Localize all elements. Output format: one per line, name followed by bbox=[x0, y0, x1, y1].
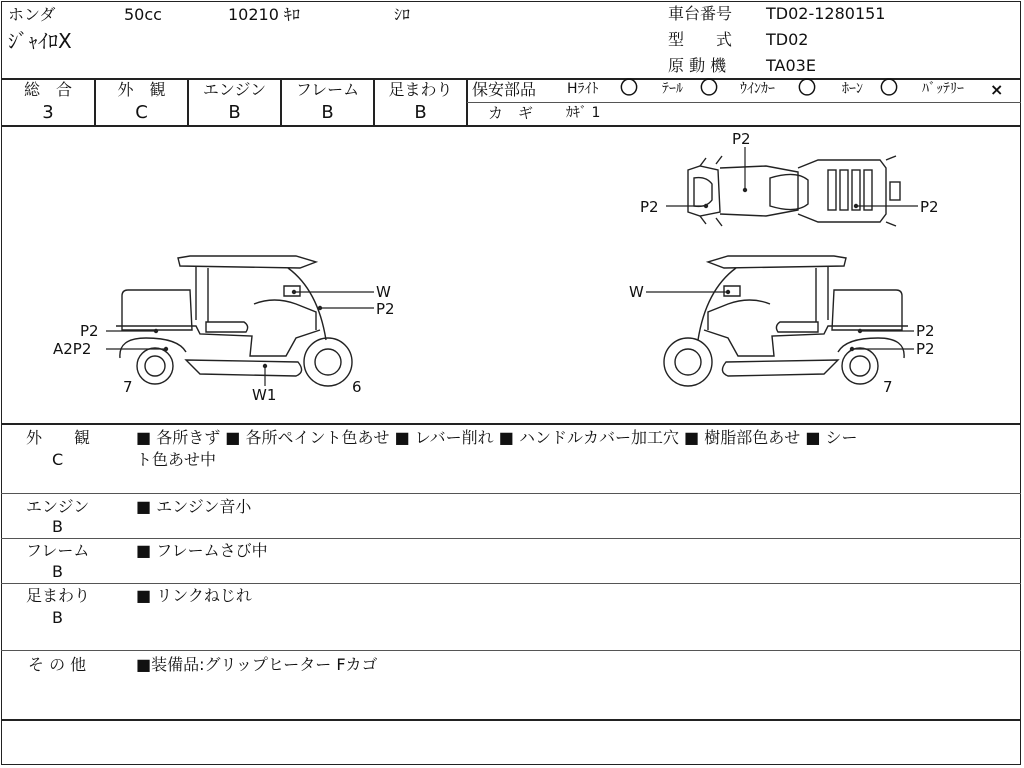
safety-title: 保安部品 bbox=[472, 80, 537, 99]
right-side-view-drawing bbox=[664, 256, 908, 386]
label-right-7: 7 bbox=[883, 378, 893, 396]
mileage: 10210 ｷﾛ bbox=[228, 5, 300, 24]
type-label: 型 式 bbox=[668, 30, 733, 49]
maker: ホンダ bbox=[8, 5, 56, 24]
marker-left-w bbox=[292, 290, 296, 294]
safety-item-tail: ﾃｰﾙ bbox=[662, 81, 683, 97]
grade-label-suspension: 足まわり bbox=[388, 80, 453, 99]
grade-value-overall: 3 bbox=[42, 102, 54, 123]
note-divider-2 bbox=[1, 538, 1021, 539]
note-divider-1 bbox=[1, 493, 1021, 494]
key-value: ｶｷﾞ 1 bbox=[566, 105, 601, 121]
note-grade-frame: B bbox=[52, 562, 63, 581]
engine-value: TA03E bbox=[766, 56, 816, 75]
note-text-exterior-1: ■ 各所きず ■ 各所ペイント色あせ ■ レバー削れ ■ ハンドルカバー加工穴 ■ 樹脂部色あせ ■ シー bbox=[136, 428, 858, 447]
model-name: ｼﾞｬｲﾛX bbox=[8, 29, 72, 53]
key-label: カ ギ bbox=[488, 104, 534, 122]
safety-mark-winker: 〇 bbox=[798, 78, 816, 99]
marker-left-a2p2 bbox=[164, 347, 168, 351]
safety-item-battery: ﾊﾞｯﾃﾘｰ bbox=[922, 81, 964, 97]
label-right-p2-a: P2 bbox=[916, 322, 935, 340]
marker-left-p2-a bbox=[318, 306, 322, 310]
label-left-p2-b: P2 bbox=[80, 322, 99, 340]
safety-mark-battery: × bbox=[990, 80, 1004, 99]
note-cat-engine: エンジン bbox=[26, 497, 90, 516]
safety-mark-headlight: 〇 bbox=[620, 78, 638, 99]
grade-value-exterior: C bbox=[135, 102, 148, 123]
grade-label-engine: エンジン bbox=[202, 80, 267, 99]
note-cat-exterior: 外 観 bbox=[26, 428, 91, 447]
left-side-view-drawing bbox=[116, 256, 352, 386]
note-text-suspension: ■ リンクねじれ bbox=[136, 586, 252, 605]
marker-right-w bbox=[726, 290, 730, 294]
label-top-p2-left: P2 bbox=[640, 198, 659, 216]
note-text-other: ■装備品:グリップヒーター Fカゴ bbox=[136, 655, 378, 674]
note-divider-4 bbox=[1, 650, 1021, 651]
marker-top-p2-right bbox=[854, 204, 858, 208]
condition-diagram bbox=[0, 126, 1024, 424]
safety-item-headlight: Hﾗｲﾄ bbox=[567, 81, 599, 97]
grade-label-exterior: 外 観 bbox=[117, 80, 166, 99]
notes-bottom bbox=[1, 719, 1021, 721]
displacement: 50cc bbox=[124, 5, 162, 24]
note-grade-engine: B bbox=[52, 517, 63, 536]
label-left-a2p2: A2P2 bbox=[53, 340, 92, 358]
marker-right-p2-a bbox=[858, 329, 862, 333]
grade-label-frame: フレーム bbox=[295, 80, 360, 99]
note-grade-exterior: C bbox=[52, 450, 64, 469]
label-right-w: W bbox=[629, 283, 644, 301]
note-cat-other: そ の 他 bbox=[28, 655, 87, 674]
marker-top-p2-top bbox=[743, 188, 747, 192]
top-view-drawing bbox=[688, 156, 900, 226]
type-value: TD02 bbox=[766, 30, 809, 49]
marker-top-p2-left bbox=[704, 204, 708, 208]
label-right-p2-b: P2 bbox=[916, 340, 935, 358]
label-left-w: W bbox=[376, 283, 391, 301]
note-divider-3 bbox=[1, 583, 1021, 584]
color: ｼﾛ bbox=[394, 5, 411, 24]
grade-value-suspension: B bbox=[414, 102, 427, 123]
label-top-p2-top: P2 bbox=[732, 130, 751, 148]
safety-divider bbox=[467, 102, 1021, 103]
label-top-p2-right: P2 bbox=[920, 198, 939, 216]
frame-number-label: 車台番号 bbox=[668, 4, 733, 23]
label-left-p2-a: P2 bbox=[376, 300, 395, 318]
safety-item-horn: ﾎｰﾝ bbox=[842, 81, 863, 97]
note-cat-frame: フレーム bbox=[26, 541, 90, 560]
label-left-7: 7 bbox=[123, 378, 133, 396]
label-left-w1: W1 bbox=[252, 386, 277, 404]
marker-right-p2-b bbox=[850, 347, 854, 351]
frame-number-value: TD02-1280151 bbox=[766, 4, 886, 23]
note-text-exterior-2: ト色あせ中 bbox=[136, 450, 217, 469]
note-cat-suspension: 足まわり bbox=[26, 586, 91, 605]
grade-value-frame: B bbox=[321, 102, 334, 123]
grade-label-overall: 総 合 bbox=[23, 80, 72, 99]
diagram-bottom bbox=[1, 423, 1021, 425]
safety-mark-horn: 〇 bbox=[880, 78, 898, 99]
note-grade-suspension: B bbox=[52, 608, 63, 627]
safety-item-winker: ｳｲﾝｶｰ bbox=[740, 81, 775, 97]
marker-left-w1 bbox=[263, 364, 267, 368]
safety-mark-tail: 〇 bbox=[700, 78, 718, 99]
grade-value-engine: B bbox=[228, 102, 241, 123]
note-text-frame: ■ フレームさび中 bbox=[136, 541, 268, 560]
engine-label: 原 動 機 bbox=[668, 56, 727, 75]
marker-left-p2-b bbox=[154, 329, 158, 333]
note-text-engine: ■ エンジン音小 bbox=[136, 497, 252, 516]
label-left-6: 6 bbox=[352, 378, 362, 396]
